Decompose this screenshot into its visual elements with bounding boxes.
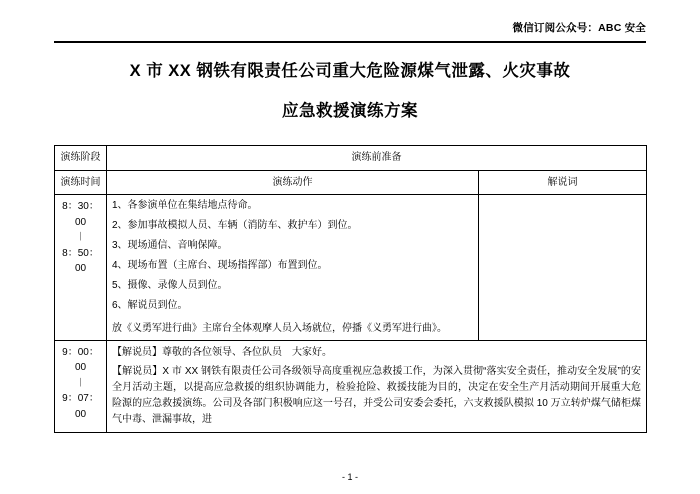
document-title <box>54 62 646 122</box>
list-item: 6、解说员到位。 <box>112 300 188 311</box>
list-item: 1、各参演单位在集结地点待命。 <box>112 200 258 211</box>
time-end-1: 8：50：00 <box>62 247 99 274</box>
list-item: 5、摄像、录像人员到位。 <box>112 280 228 291</box>
action-step-list <box>112 199 473 313</box>
narration-paragraph: 【解说员】尊敬的各位领导、各位队员 大家好。 <box>112 346 332 358</box>
narration-cell-1 <box>479 195 647 341</box>
action-extra-note: 放《义勇军进行曲》主席台全体观摩人员入场就位，停播《义勇军进行曲》。 <box>112 322 447 334</box>
page-header <box>54 20 646 42</box>
list-item: 3、现场通信、音响保障。 <box>112 240 228 251</box>
time-end-2: 9：07：00 <box>62 393 99 420</box>
stage-value: 演练前准备 <box>107 146 647 171</box>
page-number: - 1 - <box>341 472 358 482</box>
list-item: 4、现场布置（主席台、现场指挥部）布置到位。 <box>112 260 328 271</box>
narration-column-header: 解说词 <box>479 170 647 195</box>
stage-label: 演练阶段 <box>55 146 107 171</box>
header-divider <box>54 41 646 43</box>
drill-plan-table <box>54 145 647 433</box>
list-item: 2、参加事故模拟人员、车辆（消防车、救护车）到位。 <box>112 220 358 231</box>
time-start-1: 8：30：00 <box>62 201 99 228</box>
time-column-header: 演练时间 <box>55 170 107 195</box>
time-start-2: 9：00：00 <box>62 346 99 373</box>
narration-paragraph: 【解说员】X 市 XX 钢铁有限责任公司各级领导高度重视应急救援工作，为深入贯彻“落实安全责任，推动安全发展”的安全月活动主题，以提高应急救援的组织协调能力，检验抢险、救援技能为目的，决定在安全生产月活动期间开展重大危险源的应急救援演练。公司及各部门积极响应这一号召，并受公司安委会委托，六支救援队模拟 10 万立转炉煤气储柜煤气中毒、泄漏事故，进 <box>112 365 641 426</box>
time-range-bar-2: ︱ <box>75 377 86 389</box>
time-range-cell-1 <box>55 195 107 341</box>
subscription-label: 微信订阅公众号：ABC 安全 <box>512 22 646 34</box>
title-line-2: 应急救援演练方案 <box>282 101 418 120</box>
time-range-bar-1: ︱ <box>75 232 86 243</box>
narration-script-cell <box>107 340 647 433</box>
table-row <box>55 170 647 195</box>
action-cell-1 <box>107 195 479 341</box>
table-row <box>55 340 647 433</box>
table-row <box>55 146 647 171</box>
title-line-1: X 市 XX 钢铁有限责任公司重大危险源煤气泄露、火灾事故 <box>129 62 571 80</box>
action-column-header: 演练动作 <box>107 170 479 195</box>
time-range-cell-2 <box>55 340 107 433</box>
table-row <box>55 195 647 341</box>
